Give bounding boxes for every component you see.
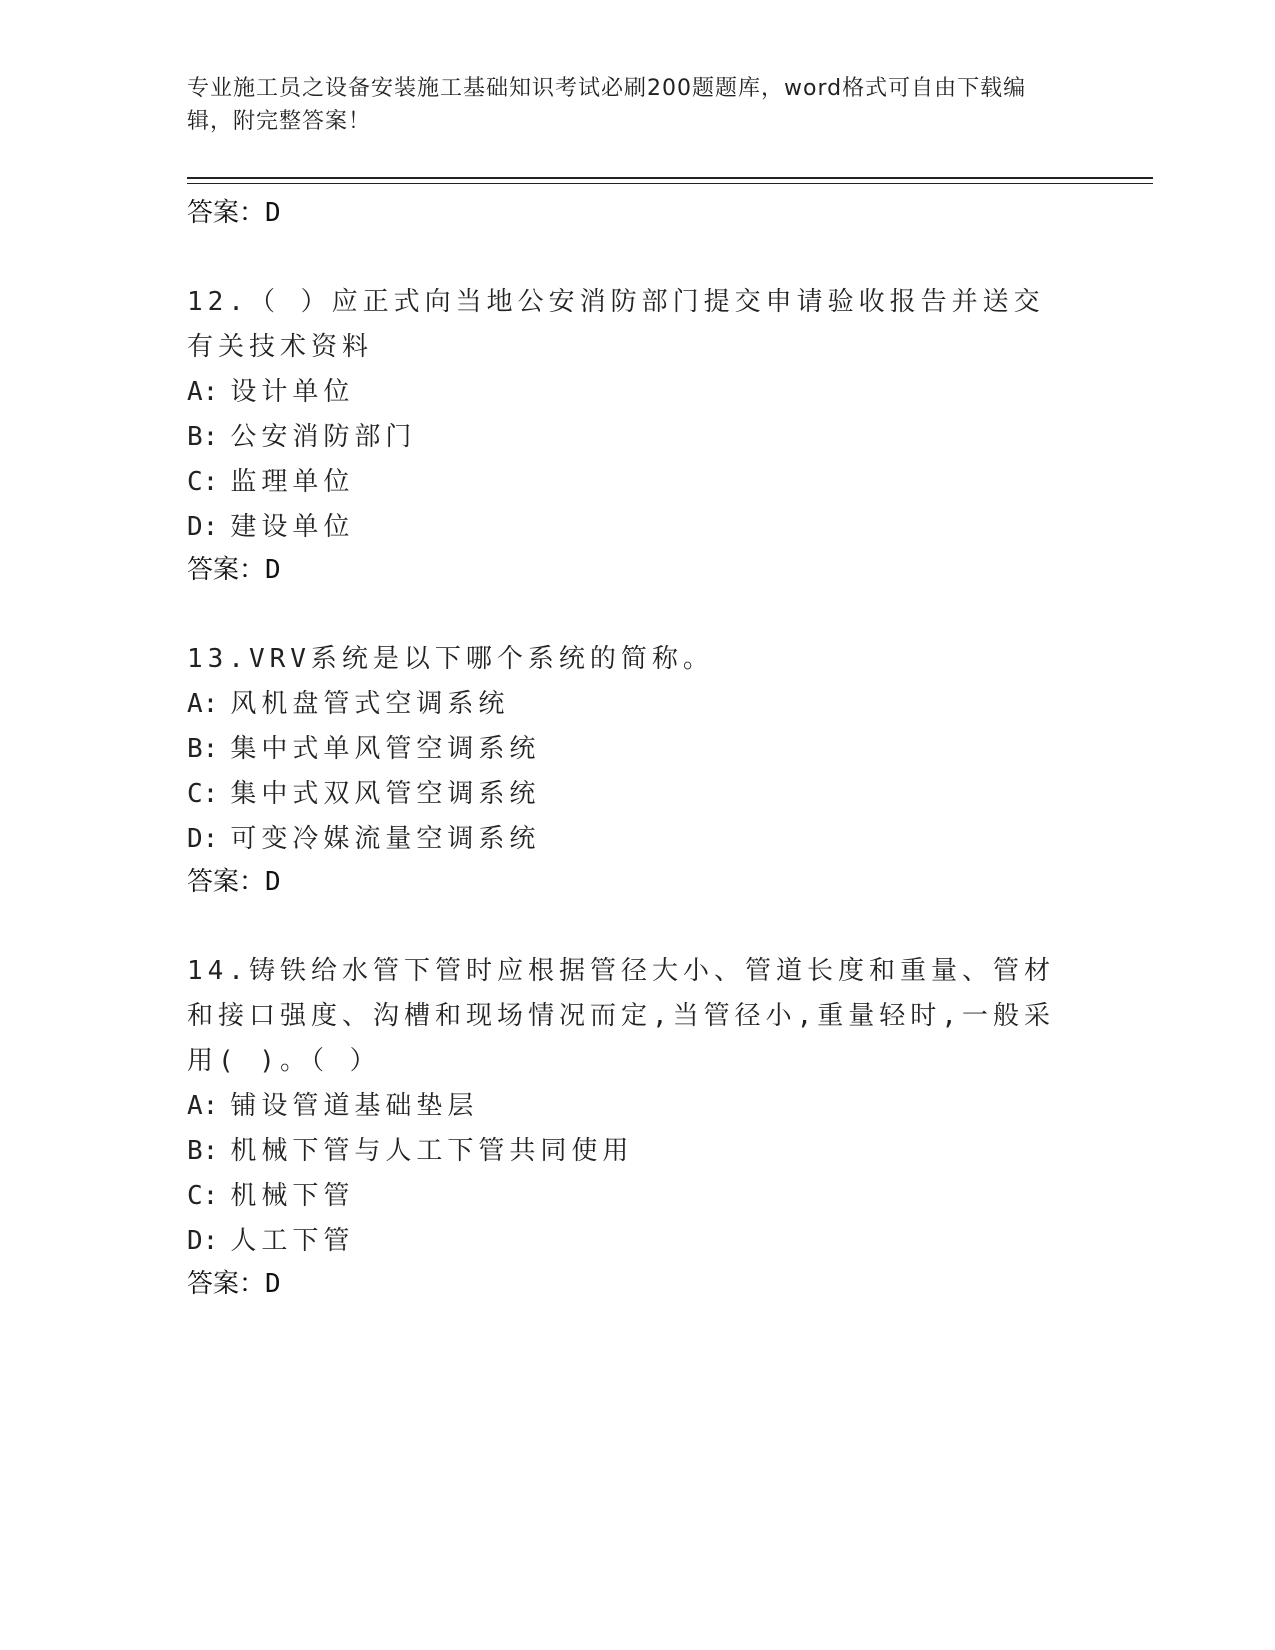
option-b [187,727,1087,772]
option-text: 铺设管道基础垫层 [230,1091,479,1121]
option-text: 公安消防部门 [230,422,417,452]
option-a [187,682,1087,727]
question-block-14 [187,949,1087,1304]
question-block-12 [187,280,1087,590]
option-text: 设计单位 [230,377,355,407]
option-d [187,505,1087,550]
question-text-13: 13.VRV系统是以下哪个系统的简称。 [187,644,714,674]
header-divider-thick [187,177,1153,179]
answer-13: 答案：D [187,867,281,897]
option-d [187,1219,1087,1264]
option-letter: B: [187,734,219,764]
option-a [187,1084,1087,1129]
question-text-14: 14.铸铁给水管下管时应根据管径大小、管道长度和重量、管材和接口强度、沟槽和现场情况而定,当管径小,重量轻时,一般采用( )。（ ） [187,956,1055,1076]
spacer [187,590,1087,637]
option-text: 可变冷媒流量空调系统 [230,824,541,854]
option-d [187,817,1087,862]
question-list [187,193,1087,1304]
answer-12: 答案：D [187,555,281,585]
answer-14: 答案：D [187,1269,281,1299]
option-a [187,370,1087,415]
option-letter: A: [187,377,219,407]
option-text: 建设单位 [230,512,355,542]
question-block-13 [187,637,1087,902]
option-text: 风机盘管式空调系统 [230,689,510,719]
option-b [187,415,1087,460]
option-letter: B: [187,422,219,452]
option-text: 集中式双风管空调系统 [230,779,541,809]
option-letter: C: [187,467,219,497]
option-letter: C: [187,779,219,809]
option-text: 人工下管 [230,1226,355,1256]
spacer [187,902,1087,949]
option-letter: A: [187,689,219,719]
option-letter: B: [187,1136,219,1166]
option-text: 监理单位 [230,467,355,497]
header-divider-thin [187,183,1153,184]
document-header: 专业施工员之设备安装施工基础知识考试必刷200题题库，word格式可自由下载编辑，附完整答案！ [187,76,1027,134]
option-text: 集中式单风管空调系统 [230,734,541,764]
question-text-12: 12.（ ）应正式向当地公安消防部门提交申请验收报告并送交有关技术资料 [187,287,1045,362]
option-text: 机械下管与人工下管共同使用 [230,1136,634,1166]
option-text: 机械下管 [230,1181,355,1211]
option-letter: C: [187,1181,219,1211]
option-c [187,772,1087,817]
option-letter: D: [187,512,219,542]
option-letter: D: [187,824,219,854]
option-letter: D: [187,1226,219,1256]
option-c [187,1174,1087,1219]
option-b [187,1129,1087,1174]
option-letter: A: [187,1091,219,1121]
option-c [187,460,1087,505]
previous-answer: 答案：D [187,198,281,228]
